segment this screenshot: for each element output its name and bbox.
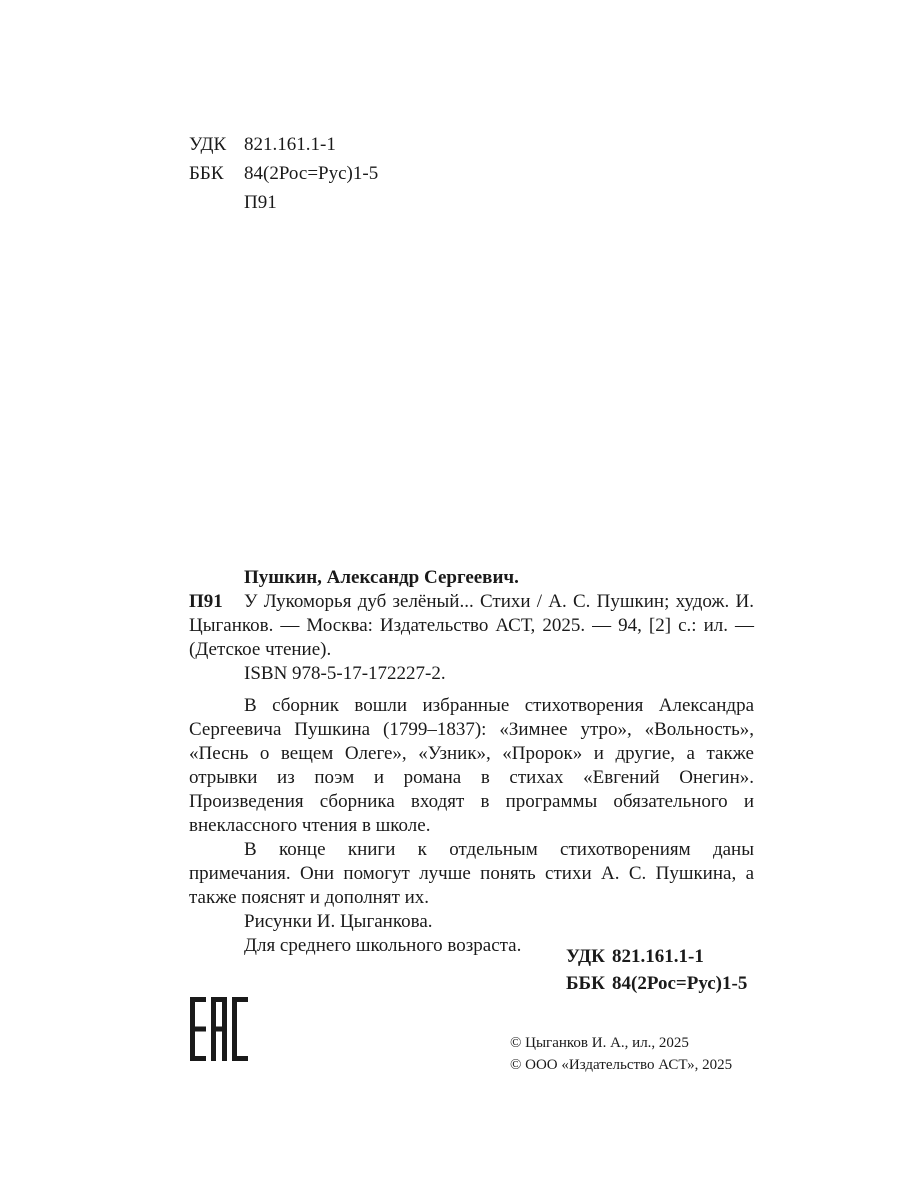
copyright-publisher: © ООО «Издательство АСТ», 2025 xyxy=(510,1057,733,1073)
udk-row xyxy=(189,133,378,162)
bbk-row-bottom xyxy=(566,972,747,999)
eac-certification-icon xyxy=(190,997,248,1061)
classification-codes-top xyxy=(189,133,378,220)
author-index: П91 xyxy=(244,192,277,213)
udk-label-bottom: УДК xyxy=(566,946,605,967)
annotation-paragraph-1: В сборник вошли избранные стихотворения Александра Сергеевича Пушкина (1799–1837): «Зимнее утро», «Вольность», «Песнь о вещем Олеге», «Узник», «Пророк» и другие, а также отрывки из поэм и романа в стихах «Евгений Онегин». Произведения сборника входят в программы обязательного и внеклассного чтения в школе. xyxy=(189,695,754,836)
bbk-row xyxy=(189,162,378,191)
catalog-description: У Лукоморья дуб зелёный... Стихи / А. С. Пушкин; худож. И. Цыганков. — Москва: Издательство АСТ, 2025. — 94, [2] с.: ил. — (Детское чтение). xyxy=(189,591,754,660)
udk-value: 821.161.1-1 xyxy=(244,134,336,155)
udk-label: УДК xyxy=(189,134,227,155)
udk-row-bottom xyxy=(566,945,747,972)
illustrations-credit: Рисунки И. Цыганкова. xyxy=(244,911,433,932)
annotation-paragraph-2: В конце книги к отдельным стихотворениям даны примечания. Они помогут лучше понять стихи А. С. Пушкина, а также пояснят и дополнят их. xyxy=(189,839,754,908)
bbk-value-bottom: 84(2Рос=Рус)1-5 xyxy=(612,973,748,994)
udk-value-bottom: 821.161.1-1 xyxy=(612,946,704,967)
bbk-value: 84(2Рос=Рус)1-5 xyxy=(244,163,379,184)
bbk-label-bottom: ББК xyxy=(566,973,605,994)
age-group: Для среднего школьного возраста. xyxy=(244,935,522,956)
copyright-illustrator: © Цыганков И. А., ил., 2025 xyxy=(510,1035,689,1051)
catalog-description-block xyxy=(189,590,754,662)
classification-codes-bottom xyxy=(566,945,747,999)
author-index-row xyxy=(189,191,378,220)
catalog-author: Пушкин, Александр Сергеевич. xyxy=(244,567,519,588)
isbn: ISBN 978-5-17-172227-2. xyxy=(244,663,446,684)
copyright-block xyxy=(510,1032,732,1076)
bbk-label: ББК xyxy=(189,163,224,184)
catalog-entry xyxy=(189,566,754,958)
catalog-author-index: П91 xyxy=(189,591,223,612)
